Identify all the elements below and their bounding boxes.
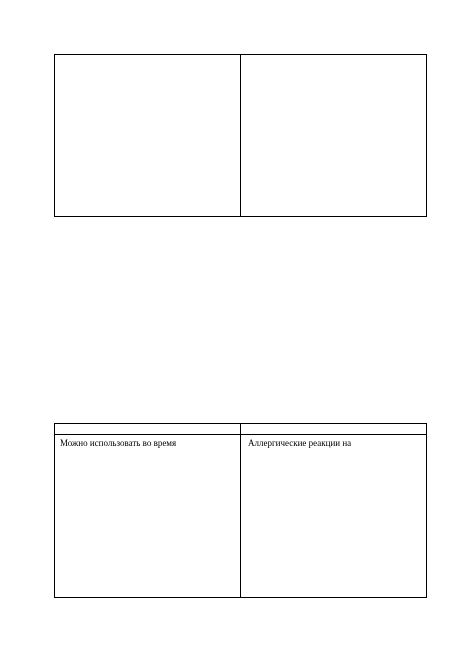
bottom-table-right-cell: Аллергические реакции на [248, 438, 352, 448]
top-table-right-cell [241, 55, 426, 216]
bottom-table [54, 423, 427, 598]
bottom-table-left-cell: Можно использовать во время [55, 435, 241, 597]
top-table [54, 54, 427, 217]
top-table-left-cell [55, 55, 241, 216]
bottom-table-header-right [241, 424, 426, 435]
bottom-table-header-left [55, 424, 241, 435]
